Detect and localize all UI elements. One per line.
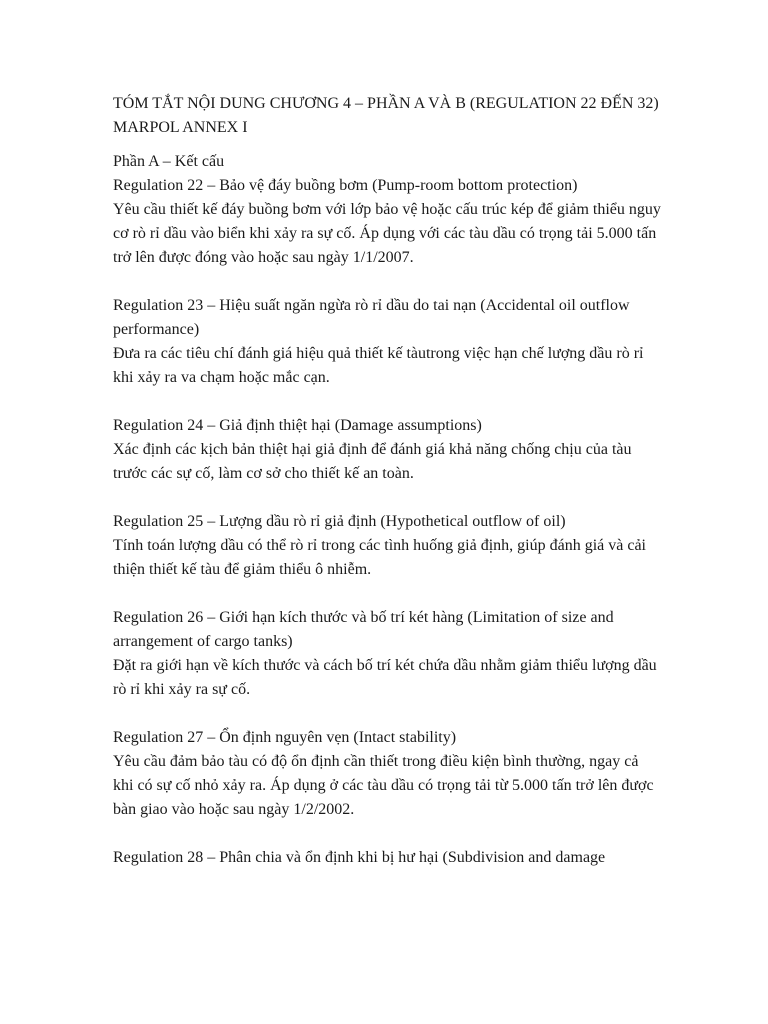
regulation-body: Tính toán lượng dầu có thể rò rỉ trong các tình huống giả định, giúp đánh giá và cải thiện thiết kế tàu để giảm thiểu ô nhiễm. [113,537,646,578]
regulation-heading: Regulation 25 – Lượng dầu rò rỉ giả định (Hypothetical outflow of oil) [113,513,566,530]
regulation-heading: Regulation 28 – Phân chia và ổn định khi bị hư hại (Subdivision and damage [113,849,606,866]
regulation-heading: Regulation 27 – Ổn định nguyên vẹn (Intact stability) [113,729,457,746]
regulation-heading: Regulation 23 – Hiệu suất ngăn ngừa rò rỉ dầu do tai nạn (Accidental oil outflow performance) [113,297,630,338]
regulation-25 [113,510,661,582]
regulation-body: Yêu cầu thiết kế đáy buồng bơm với lớp bảo vệ hoặc cấu trúc kép để giảm thiểu nguy cơ rò rỉ dầu vào biển khi xảy ra sự cố. Áp dụng với các tàu dầu có trọng tải 5.000 tấn trở lên được đóng vào hoặc sau ngày 1/1/2007. [113,201,661,266]
regulation-body: Đưa ra các tiêu chí đánh giá hiệu quả thiết kế tàutrong việc hạn chế lượng dầu rò rỉ khi xảy ra va chạm hoặc mắc cạn. [113,345,644,386]
regulation-body: Xác định các kịch bản thiệt hại giả định để đánh giá khả năng chống chịu của tàu trước các sự cố, làm cơ sở cho thiết kế an toàn. [113,441,632,482]
regulation-22 [113,174,661,270]
regulation-heading: Regulation 26 – Giới hạn kích thước và bố trí két hàng (Limitation of size and arrangement of cargo tanks) [113,609,614,650]
regulation-28 [113,846,661,870]
regulation-23 [113,294,661,390]
regulation-heading: Regulation 22 – Bảo vệ đáy buồng bơm (Pump-room bottom protection) [113,177,578,194]
document-subtitle: MARPOL ANNEX I [113,119,248,136]
regulation-27 [113,726,661,822]
regulation-24 [113,414,661,486]
regulation-heading: Regulation 24 – Giả định thiệt hại (Damage assumptions) [113,417,482,434]
regulation-body: Đặt ra giới hạn về kích thước và cách bố trí két chứa dầu nhằm giảm thiểu lượng dầu rò rỉ khi xảy ra sự cố. [113,657,657,698]
document-title: TÓM TẮT NỘI DUNG CHƯƠNG 4 – PHẦN A VÀ B (REGULATION 22 ĐẾN 32) [113,95,659,112]
regulation-body: Yêu cầu đảm bảo tàu có độ ổn định cần thiết trong điều kiện bình thường, ngay cả khi có sự cố nhỏ xảy ra. Áp dụng ở các tàu dầu có trọng tải từ 5.000 tấn trở lên được bàn giao vào hoặc sau ngày 1/2/2002. [113,753,654,818]
title-block [113,92,661,140]
document-content [113,92,661,894]
section-heading: Phần A – Kết cấu [113,153,225,170]
regulation-26 [113,606,661,702]
